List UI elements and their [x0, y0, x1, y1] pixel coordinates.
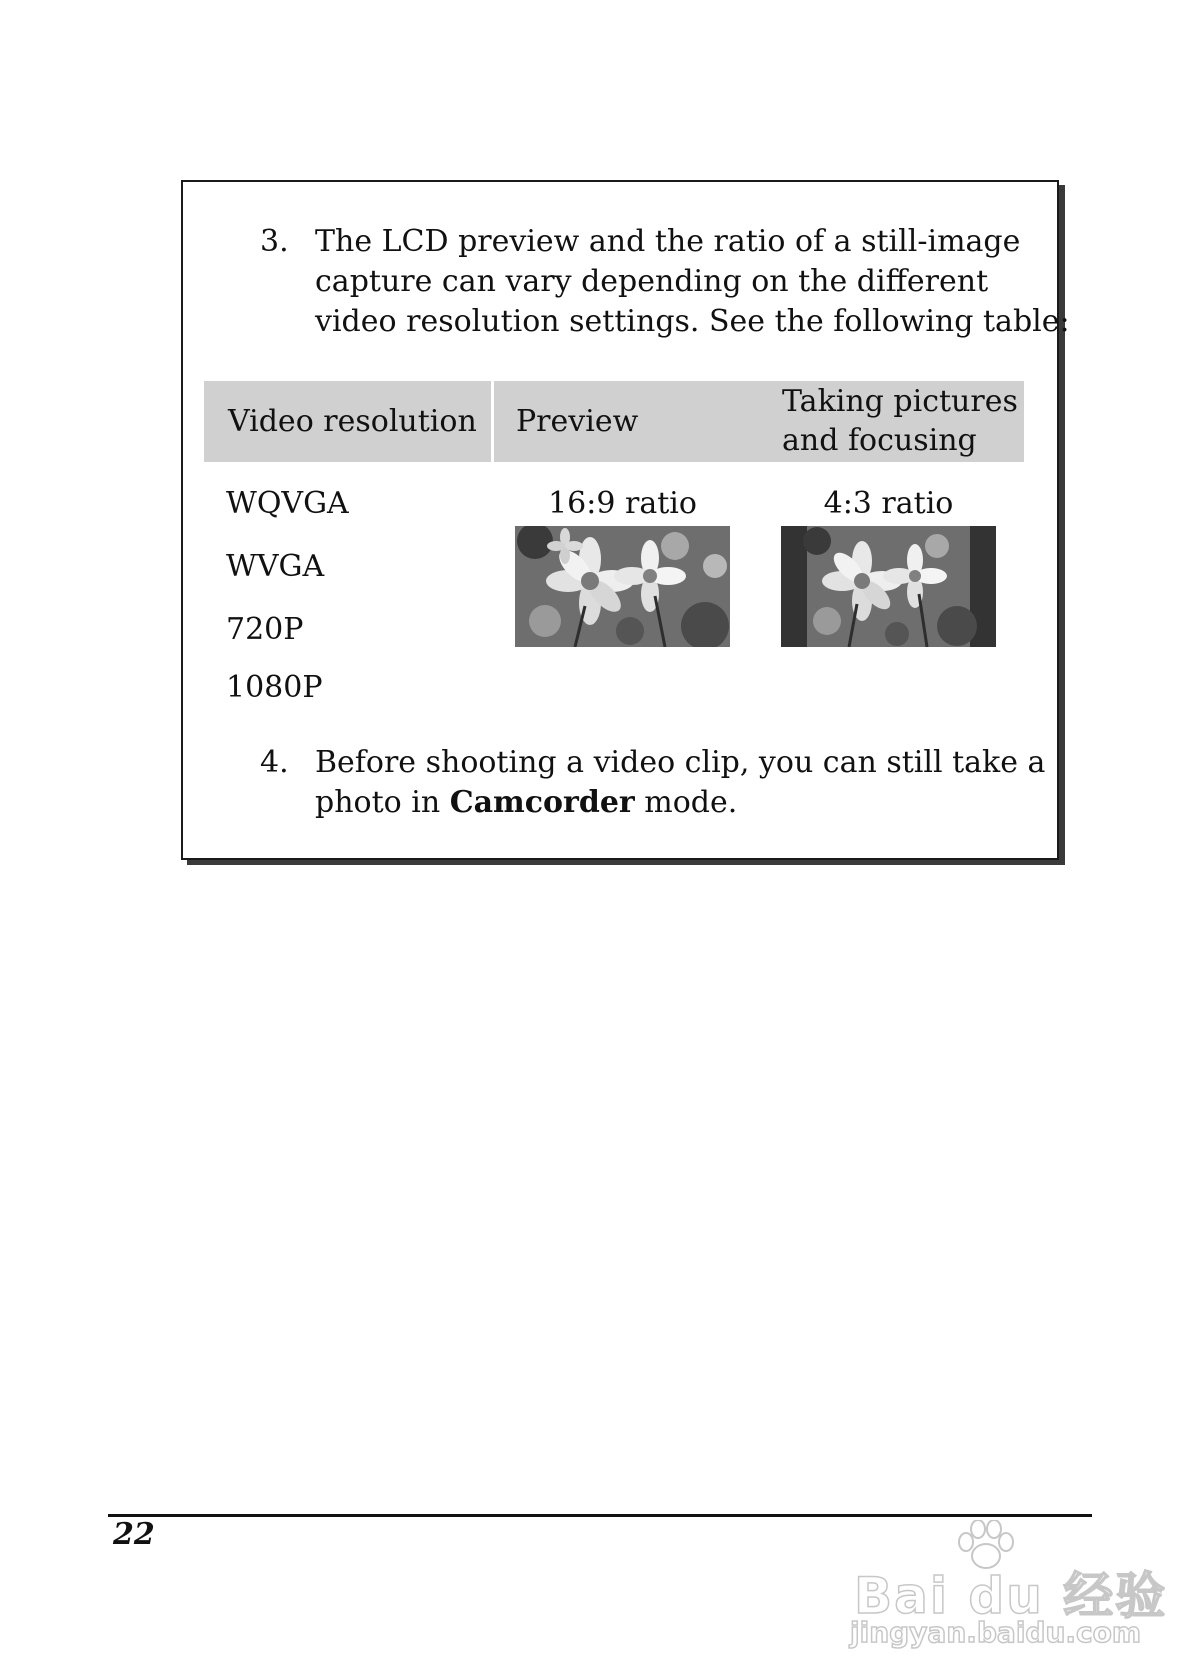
camcorder-mode-name: Camcorder: [449, 785, 635, 820]
step-4-line-2-prefix: photo in: [315, 785, 450, 820]
step-3-line-1: The LCD preview and the ratio of a still-image: [315, 224, 1021, 259]
flower-photo-4-3: [781, 526, 996, 647]
step-4-line-1: Before shooting a video clip, you can still take a: [315, 745, 1046, 780]
baidu-watermark: [850, 1520, 1168, 1650]
header-taking-line-1: Taking pictures: [782, 384, 1018, 419]
table-header: [204, 381, 1024, 462]
watermark-url: jingyan.baidu.com: [850, 1616, 1142, 1649]
resolution-wvga: WVGA: [226, 549, 325, 584]
footer-rule: [108, 1514, 1092, 1517]
resolution-720p: 720P: [226, 612, 304, 647]
step-4-number: 4.: [260, 745, 289, 780]
watermark-brand: Bai du 经验: [854, 1567, 1168, 1625]
header-video-resolution: Video resolution: [228, 404, 477, 439]
resolution-1080p: 1080P: [226, 670, 323, 705]
step-4-line-2-suffix: mode.: [634, 785, 738, 820]
step-4-text: [315, 743, 1045, 823]
header-taking-line-2: and focusing: [782, 423, 977, 458]
step-3-line-2: capture can vary depending on the different: [315, 264, 989, 299]
header-preview: Preview: [516, 404, 639, 439]
header-taking-pictures: [782, 382, 1018, 460]
page-number: 22: [113, 1517, 155, 1552]
note-box: [181, 180, 1070, 860]
step-4: [260, 743, 1046, 828]
flower-photo-16-9: [515, 526, 730, 647]
taking-4-3-image: [781, 526, 996, 647]
resolution-wqvga: WQVGA: [226, 486, 349, 521]
taking-ratio-label: 4:3 ratio: [823, 486, 954, 521]
step-3-line-3: video resolution settings. See the following table:: [315, 304, 1070, 339]
preview-16-9-image: [515, 526, 730, 647]
header-divider: [491, 381, 494, 462]
step-3-text: [315, 222, 1070, 342]
step-4-line-2: [315, 783, 1045, 823]
preview-ratio-label: 16:9 ratio: [548, 486, 697, 521]
step-3-number: 3.: [260, 224, 289, 259]
step-3: [260, 222, 1070, 347]
